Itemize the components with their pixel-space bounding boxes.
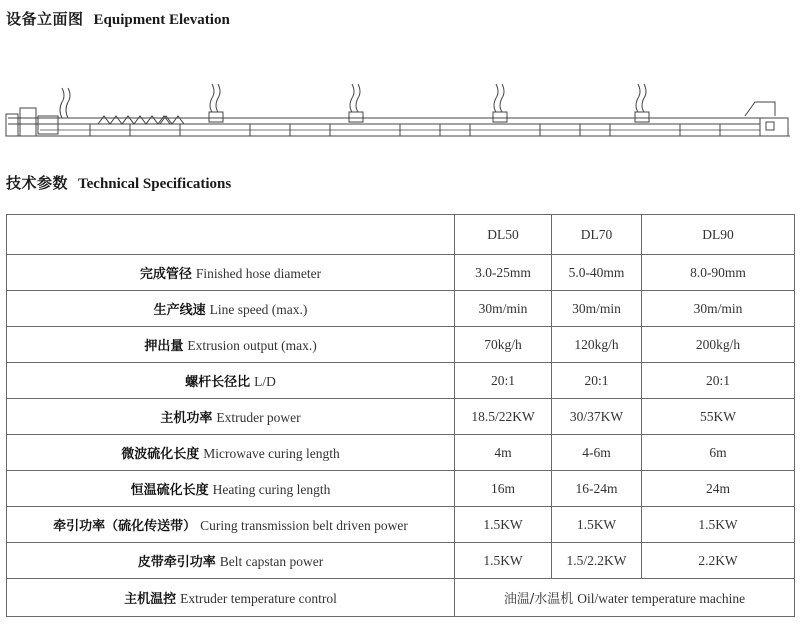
table-header-row	[7, 215, 795, 255]
value-cell: 2.2KW	[642, 543, 795, 579]
param-label	[7, 579, 455, 617]
param-label-zh: 牵引功率（硫化传送带）	[53, 519, 197, 534]
value-cell: 18.5/22KW	[455, 399, 552, 435]
param-label-zh: 主机温控	[124, 592, 177, 607]
value-cell: 30/37KW	[552, 399, 642, 435]
param-label-en: Line speed (max.)	[209, 302, 308, 317]
value-cell: 30m/min	[552, 291, 642, 327]
param-label	[7, 435, 455, 471]
param-label-en: Extruder power	[216, 410, 301, 425]
param-label	[7, 507, 455, 543]
value-cell: 120kg/h	[552, 327, 642, 363]
elevation-title-zh: 设备立面图	[6, 10, 84, 28]
value-cell: 20:1	[552, 363, 642, 399]
table-row	[7, 435, 795, 471]
value-cell: 8.0-90mm	[642, 255, 795, 291]
param-label-en: Microwave curing length	[203, 446, 340, 461]
section-title-elevation	[6, 8, 230, 29]
param-label-en: Finished hose diameter	[195, 266, 322, 281]
equipment-elevation-drawing	[0, 78, 800, 148]
param-label-en: Belt capstan power	[219, 554, 324, 569]
table-row	[7, 543, 795, 579]
value-cell: 24m	[642, 471, 795, 507]
elevation-title-en: Equipment Elevation	[93, 12, 230, 28]
specs-title-zh: 技术参数	[6, 174, 69, 192]
param-label-zh: 恒温硫化长度	[130, 483, 209, 498]
section-title-specs	[6, 172, 231, 193]
param-label	[7, 399, 455, 435]
param-label-en: L/D	[254, 374, 276, 389]
table-row	[7, 255, 795, 291]
param-label	[7, 327, 455, 363]
param-label-zh: 主机功率	[160, 411, 213, 426]
model-header: DL90	[642, 215, 795, 255]
value-cell: 30m/min	[642, 291, 795, 327]
table-row	[7, 327, 795, 363]
param-label-zh: 生产线速	[153, 303, 206, 318]
table-row	[7, 507, 795, 543]
table-row	[7, 471, 795, 507]
value-cell: 70kg/h	[455, 327, 552, 363]
value-cell: 4-6m	[552, 435, 642, 471]
param-label-en: Extrusion output (max.)	[187, 338, 317, 353]
param-label-zh: 皮带牵引功率	[137, 555, 216, 570]
value-cell: 16m	[455, 471, 552, 507]
param-label	[7, 363, 455, 399]
value-cell: 6m	[642, 435, 795, 471]
value-cell: 1.5KW	[455, 507, 552, 543]
merged-value-zh: 油温/水温机	[503, 592, 574, 607]
value-cell: 1.5KW	[455, 543, 552, 579]
value-cell: 20:1	[642, 363, 795, 399]
merged-value-en: Oil/water temperature machine	[577, 591, 746, 606]
value-cell: 16-24m	[552, 471, 642, 507]
value-cell: 1.5/2.2KW	[552, 543, 642, 579]
param-label-zh: 微波硫化长度	[121, 447, 200, 462]
table-row	[7, 399, 795, 435]
param-label-en: Heating curing length	[212, 482, 331, 497]
param-label-zh: 完成管径	[139, 267, 192, 282]
value-cell: 200kg/h	[642, 327, 795, 363]
value-cell: 1.5KW	[642, 507, 795, 543]
specifications-table	[6, 214, 795, 617]
merged-value-cell	[455, 579, 795, 617]
header-empty-cell	[7, 215, 455, 255]
param-label-zh: 螺杆长径比	[185, 375, 251, 390]
value-cell: 30m/min	[455, 291, 552, 327]
value-cell: 55KW	[642, 399, 795, 435]
param-label	[7, 255, 455, 291]
specs-title-en: Technical Specifications	[78, 176, 232, 192]
value-cell: 3.0-25mm	[455, 255, 552, 291]
table-row	[7, 291, 795, 327]
param-label-en: Curing transmission belt driven power	[200, 518, 408, 533]
model-header: DL70	[552, 215, 642, 255]
value-cell: 4m	[455, 435, 552, 471]
table-row	[7, 579, 795, 617]
value-cell: 20:1	[455, 363, 552, 399]
param-label	[7, 471, 455, 507]
param-label-en: Extruder temperature control	[180, 591, 337, 606]
model-header: DL50	[455, 215, 552, 255]
param-label-zh: 押出量	[144, 339, 184, 354]
value-cell: 1.5KW	[552, 507, 642, 543]
param-label	[7, 543, 455, 579]
param-label	[7, 291, 455, 327]
table-row	[7, 363, 795, 399]
value-cell: 5.0-40mm	[552, 255, 642, 291]
